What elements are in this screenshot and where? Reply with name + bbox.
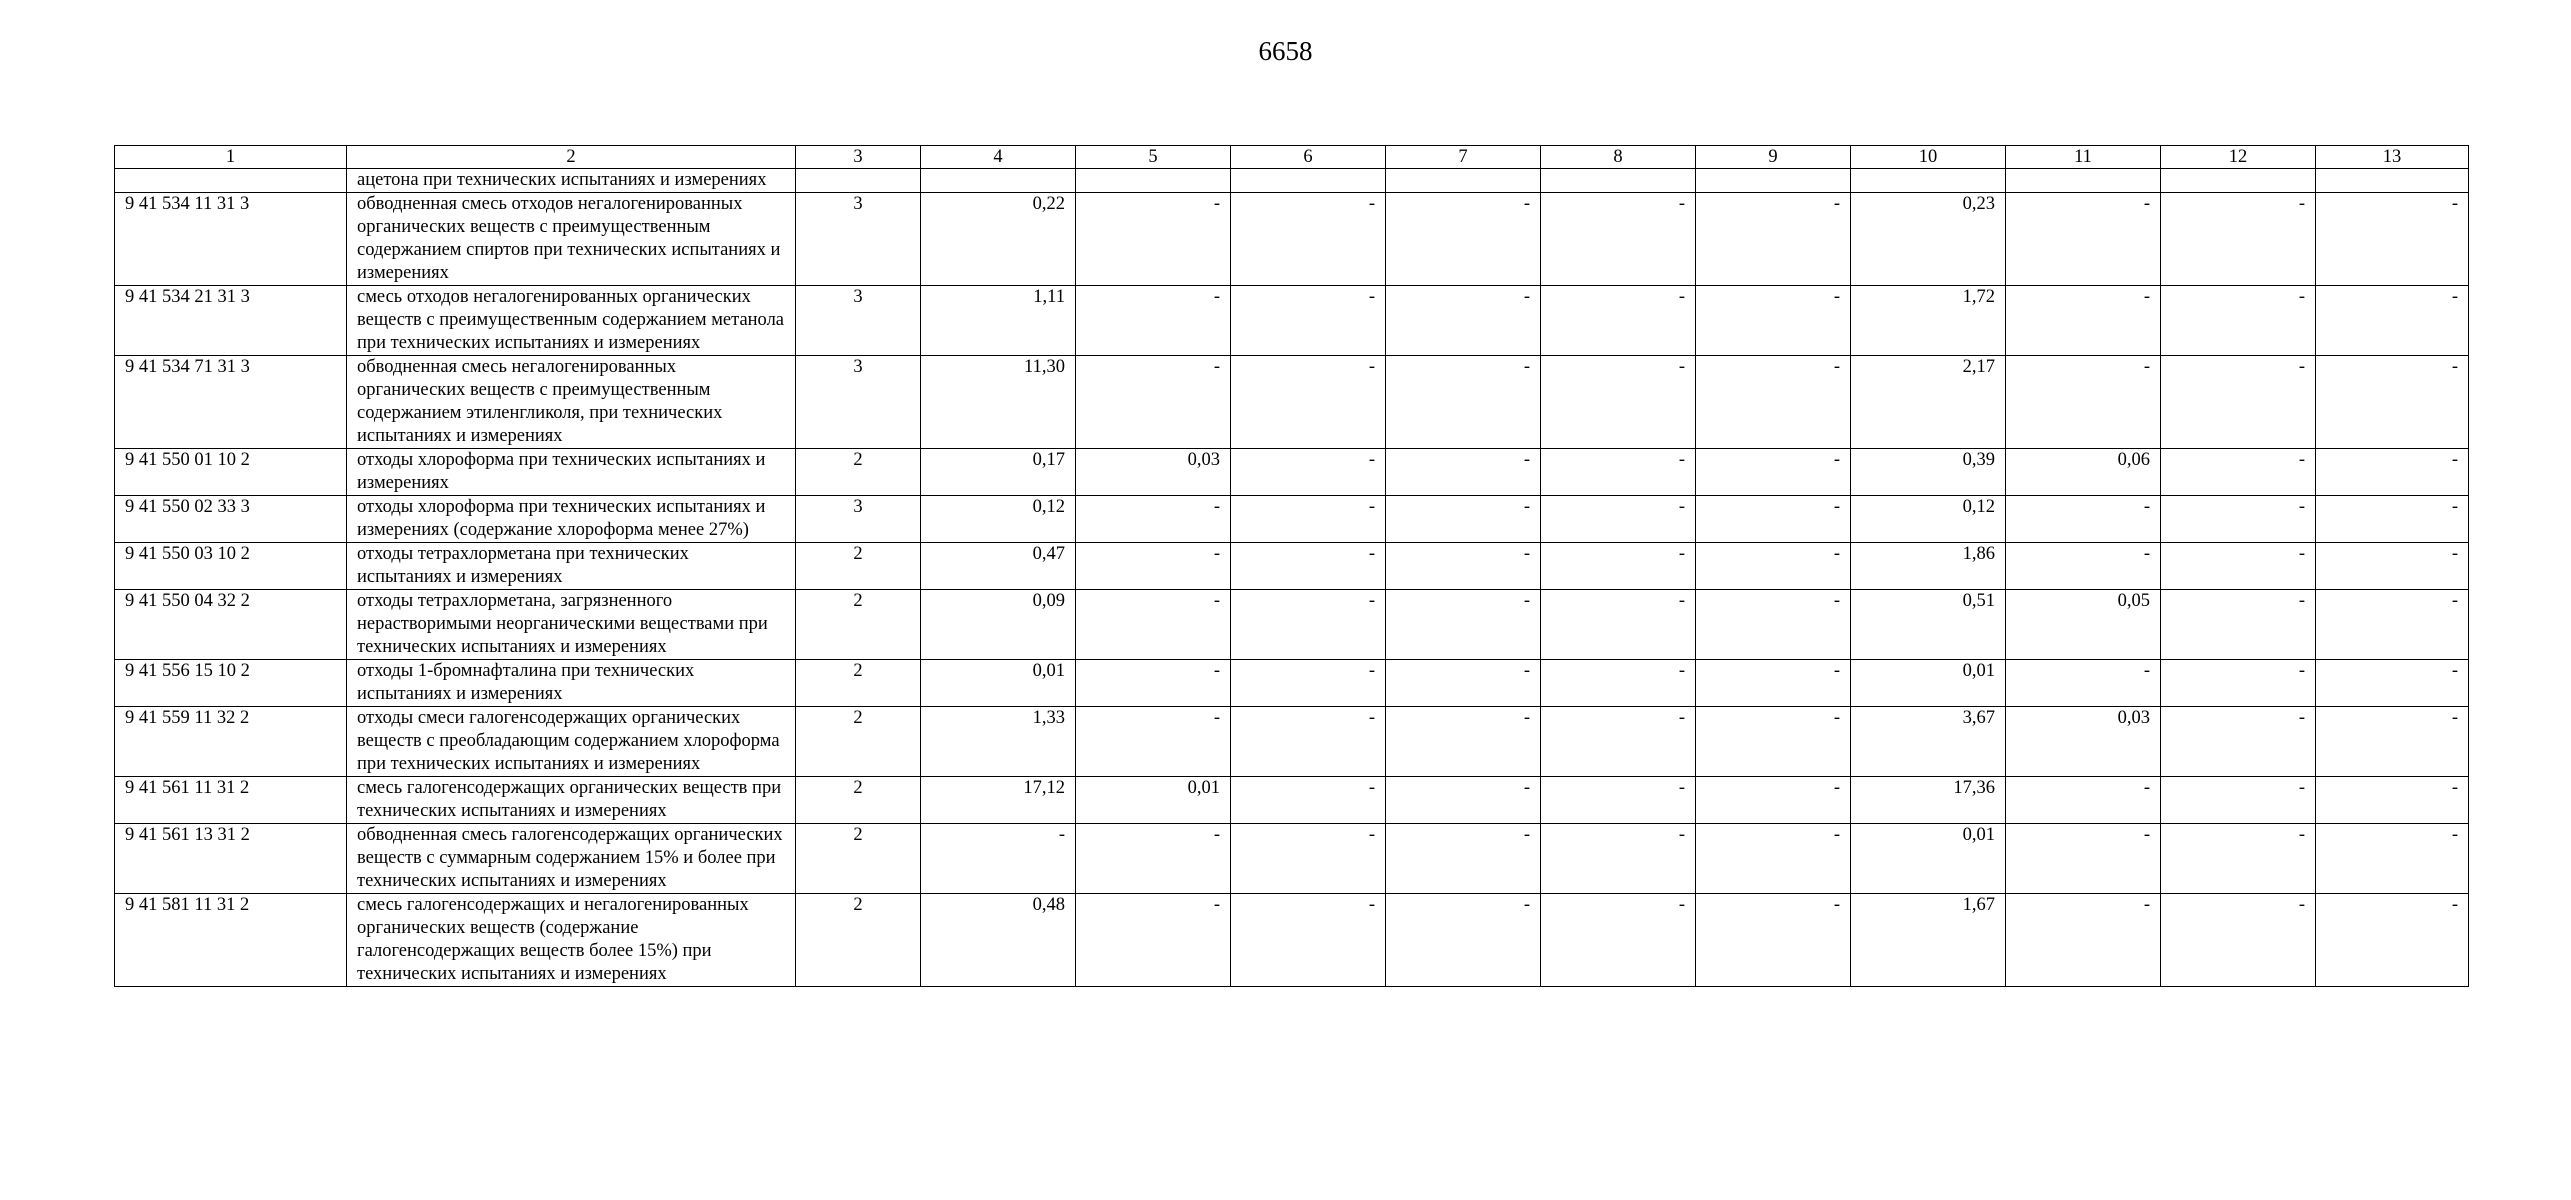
hazard-class-cell: 2 (796, 449, 921, 496)
waste-code-cell: 9 41 534 11 31 3 (115, 193, 347, 286)
value-cell: - (1696, 543, 1851, 590)
hazard-class-cell: 3 (796, 496, 921, 543)
value-cell: - (1231, 824, 1386, 894)
value-cell: - (1386, 777, 1541, 824)
value-cell: - (1386, 590, 1541, 660)
value-cell: - (1231, 356, 1386, 449)
table-row (115, 169, 2469, 193)
waste-code-cell: 9 41 561 11 31 2 (115, 777, 347, 824)
value-cell: - (2316, 496, 2469, 543)
hazard-class-cell: 2 (796, 707, 921, 777)
waste-name-cell: смесь галогенсодержащих и негалогенированных органических веществ (содержание галогенсодержащих веществ более 15%) при технических испытаниях и измерениях (347, 894, 796, 987)
value-cell: - (2161, 496, 2316, 543)
value-cell: - (1541, 707, 1696, 777)
value-cell: - (1541, 777, 1696, 824)
value-cell: - (1386, 824, 1541, 894)
column-header: 4 (921, 146, 1076, 169)
column-header: 13 (2316, 146, 2469, 169)
value-cell: - (1696, 894, 1851, 987)
table-row (115, 590, 2469, 660)
value-cell: - (1076, 707, 1231, 777)
waste-name-cell: отходы смеси галогенсодержащих органических веществ с преобладающим содержанием хлороформа при технических испытаниях и измерениях (347, 707, 796, 777)
waste-name-cell: смесь отходов негалогенированных органических веществ с преимущественным содержанием метанола при технических испытаниях и измерениях (347, 286, 796, 356)
value-cell (2161, 169, 2316, 193)
column-header: 11 (2006, 146, 2161, 169)
value-cell: - (2006, 824, 2161, 894)
value-cell: - (2161, 193, 2316, 286)
waste-name-cell: обводненная смесь отходов негалогенированных органических веществ с преимущественным содержанием спиртов при технических испытаниях и измерениях (347, 193, 796, 286)
table-row (115, 193, 2469, 286)
column-header: 12 (2161, 146, 2316, 169)
value-cell: - (2161, 894, 2316, 987)
value-cell: - (1541, 894, 1696, 987)
waste-table (114, 145, 2469, 987)
value-cell: - (1386, 894, 1541, 987)
table-row (115, 356, 2469, 449)
value-cell: - (1696, 660, 1851, 707)
value-cell: 0,12 (921, 496, 1076, 543)
value-cell (2006, 169, 2161, 193)
waste-code-cell: 9 41 550 01 10 2 (115, 449, 347, 496)
value-cell: - (2006, 356, 2161, 449)
value-cell: 1,33 (921, 707, 1076, 777)
value-cell: - (1541, 193, 1696, 286)
table-row (115, 777, 2469, 824)
value-cell: - (2316, 707, 2469, 777)
table-row (115, 894, 2469, 987)
waste-name-cell: отходы хлороформа при технических испытаниях и измерениях (347, 449, 796, 496)
column-header: 2 (347, 146, 796, 169)
hazard-class-cell: 3 (796, 356, 921, 449)
hazard-class-cell: 2 (796, 660, 921, 707)
value-cell: - (2316, 777, 2469, 824)
page-number: 6658 (1258, 36, 1313, 66)
value-cell: - (1076, 590, 1231, 660)
value-cell: - (1076, 286, 1231, 356)
value-cell: - (2316, 894, 2469, 987)
value-cell: 3,67 (1851, 707, 2006, 777)
hazard-class-cell: 2 (796, 894, 921, 987)
value-cell: - (1541, 356, 1696, 449)
value-cell: - (2316, 449, 2469, 496)
value-cell (1696, 169, 1851, 193)
waste-code-cell: 9 41 561 13 31 2 (115, 824, 347, 894)
value-cell: - (2316, 356, 2469, 449)
column-header: 8 (1541, 146, 1696, 169)
value-cell: - (1696, 707, 1851, 777)
value-cell: 0,05 (2006, 590, 2161, 660)
table-row (115, 449, 2469, 496)
value-cell: - (1231, 496, 1386, 543)
value-cell: - (2006, 777, 2161, 824)
value-cell: - (1076, 660, 1231, 707)
value-cell: - (1076, 356, 1231, 449)
value-cell: - (2316, 660, 2469, 707)
value-cell (2316, 169, 2469, 193)
value-cell: - (1231, 193, 1386, 286)
value-cell: - (2006, 193, 2161, 286)
value-cell: - (1696, 496, 1851, 543)
waste-name-cell: обводненная смесь негалогенированных органических веществ с преимущественным содержанием этиленгликоля, при технических испытаниях и измерениях (347, 356, 796, 449)
value-cell: - (1541, 590, 1696, 660)
waste-code-cell: 9 41 556 15 10 2 (115, 660, 347, 707)
value-cell: - (1541, 449, 1696, 496)
value-cell: - (2006, 496, 2161, 543)
value-cell: 0,23 (1851, 193, 2006, 286)
value-cell: 0,01 (921, 660, 1076, 707)
value-cell: - (1231, 707, 1386, 777)
value-cell: 1,72 (1851, 286, 2006, 356)
value-cell: 0,01 (1851, 824, 2006, 894)
value-cell: - (1541, 824, 1696, 894)
waste-name-cell: отходы 1-бромнафталина при технических испытаниях и измерениях (347, 660, 796, 707)
waste-name-cell: обводненная смесь галогенсодержащих органических веществ с суммарным содержанием 15% и более при технических испытаниях и измерениях (347, 824, 796, 894)
value-cell: - (1231, 590, 1386, 660)
hazard-class-cell: 3 (796, 193, 921, 286)
column-header: 10 (1851, 146, 2006, 169)
value-cell: - (2161, 707, 2316, 777)
value-cell: - (1696, 193, 1851, 286)
value-cell: 1,11 (921, 286, 1076, 356)
value-cell: 0,03 (1076, 449, 1231, 496)
value-cell: - (2161, 660, 2316, 707)
value-cell (1851, 169, 2006, 193)
value-cell: - (2316, 543, 2469, 590)
value-cell: 11,30 (921, 356, 1076, 449)
hazard-class-cell: 2 (796, 543, 921, 590)
column-header: 6 (1231, 146, 1386, 169)
value-cell: 0,17 (921, 449, 1076, 496)
table-row (115, 496, 2469, 543)
value-cell: - (1386, 356, 1541, 449)
value-cell: - (1386, 496, 1541, 543)
waste-code-cell (115, 169, 347, 193)
value-cell: - (1231, 286, 1386, 356)
column-header: 7 (1386, 146, 1541, 169)
value-cell: - (1231, 449, 1386, 496)
value-cell: 0,03 (2006, 707, 2161, 777)
hazard-class-cell: 2 (796, 590, 921, 660)
value-cell: - (1231, 543, 1386, 590)
value-cell: 0,09 (921, 590, 1076, 660)
value-cell: - (2161, 449, 2316, 496)
value-cell: 0,39 (1851, 449, 2006, 496)
waste-name-cell: отходы тетрахлорметана при технических испытаниях и измерениях (347, 543, 796, 590)
value-cell: - (1541, 543, 1696, 590)
waste-code-cell: 9 41 550 03 10 2 (115, 543, 347, 590)
value-cell: - (1386, 286, 1541, 356)
value-cell: - (1386, 707, 1541, 777)
value-cell: 17,12 (921, 777, 1076, 824)
value-cell: - (2316, 590, 2469, 660)
value-cell: 0,51 (1851, 590, 2006, 660)
value-cell (1386, 169, 1541, 193)
value-cell: - (1696, 356, 1851, 449)
value-cell: - (2006, 286, 2161, 356)
value-cell: - (1386, 543, 1541, 590)
value-cell: - (1696, 777, 1851, 824)
value-cell: - (1386, 193, 1541, 286)
value-cell: 0,48 (921, 894, 1076, 987)
value-cell: - (2006, 660, 2161, 707)
value-cell (1231, 169, 1386, 193)
waste-name-cell: отходы тетрахлорметана, загрязненного нерастворимыми неорганическими веществами при технических испытаниях и измерениях (347, 590, 796, 660)
waste-code-cell: 9 41 534 71 31 3 (115, 356, 347, 449)
value-cell: - (1231, 660, 1386, 707)
value-cell: - (2161, 543, 2316, 590)
value-cell: 17,36 (1851, 777, 2006, 824)
value-cell: - (1696, 590, 1851, 660)
column-header: 9 (1696, 146, 1851, 169)
value-cell: - (2006, 894, 2161, 987)
value-cell: - (1076, 824, 1231, 894)
value-cell: - (921, 824, 1076, 894)
table-row (115, 707, 2469, 777)
value-cell: - (2161, 286, 2316, 356)
value-cell: - (1231, 777, 1386, 824)
value-cell: - (2316, 286, 2469, 356)
value-cell: - (1386, 449, 1541, 496)
value-cell: - (1076, 496, 1231, 543)
waste-code-cell: 9 41 550 04 32 2 (115, 590, 347, 660)
value-cell: - (1541, 660, 1696, 707)
waste-name-cell: отходы хлороформа при технических испытаниях и измерениях (содержание хлороформа менее 27%) (347, 496, 796, 543)
value-cell: 0,47 (921, 543, 1076, 590)
value-cell: - (1386, 660, 1541, 707)
table-row (115, 660, 2469, 707)
value-cell (921, 169, 1076, 193)
table-row (115, 824, 2469, 894)
value-cell: - (1696, 286, 1851, 356)
value-cell: - (1231, 894, 1386, 987)
value-cell (1076, 169, 1231, 193)
waste-code-cell: 9 41 550 02 33 3 (115, 496, 347, 543)
waste-name-cell: смесь галогенсодержащих органических веществ при технических испытаниях и измерениях (347, 777, 796, 824)
table-row (115, 543, 2469, 590)
value-cell: 2,17 (1851, 356, 2006, 449)
value-cell: - (1696, 449, 1851, 496)
value-cell: - (1076, 894, 1231, 987)
value-cell (1541, 169, 1696, 193)
value-cell: 1,67 (1851, 894, 2006, 987)
value-cell: 0,01 (1076, 777, 1231, 824)
value-cell: - (1696, 824, 1851, 894)
value-cell: - (2161, 590, 2316, 660)
hazard-class-cell: 2 (796, 777, 921, 824)
value-cell: - (1076, 543, 1231, 590)
waste-code-cell: 9 41 534 21 31 3 (115, 286, 347, 356)
value-cell: 0,12 (1851, 496, 2006, 543)
value-cell: - (2316, 824, 2469, 894)
value-cell: - (1076, 193, 1231, 286)
column-number-row (115, 146, 2469, 169)
hazard-class-cell: 3 (796, 286, 921, 356)
column-header: 5 (1076, 146, 1231, 169)
value-cell: 0,01 (1851, 660, 2006, 707)
value-cell: - (2006, 543, 2161, 590)
hazard-class-cell: 2 (796, 824, 921, 894)
waste-code-cell: 9 41 559 11 32 2 (115, 707, 347, 777)
column-header: 3 (796, 146, 921, 169)
hazard-class-cell (796, 169, 921, 193)
value-cell: - (2161, 356, 2316, 449)
waste-name-cell: ацетона при технических испытаниях и измерениях (347, 169, 796, 193)
value-cell: - (2161, 824, 2316, 894)
value-cell: - (2316, 193, 2469, 286)
value-cell: 1,86 (1851, 543, 2006, 590)
value-cell: 0,22 (921, 193, 1076, 286)
waste-code-cell: 9 41 581 11 31 2 (115, 894, 347, 987)
value-cell: 0,06 (2006, 449, 2161, 496)
column-header: 1 (115, 146, 347, 169)
value-cell: - (1541, 496, 1696, 543)
value-cell: - (2161, 777, 2316, 824)
value-cell: - (1541, 286, 1696, 356)
table-row (115, 286, 2469, 356)
